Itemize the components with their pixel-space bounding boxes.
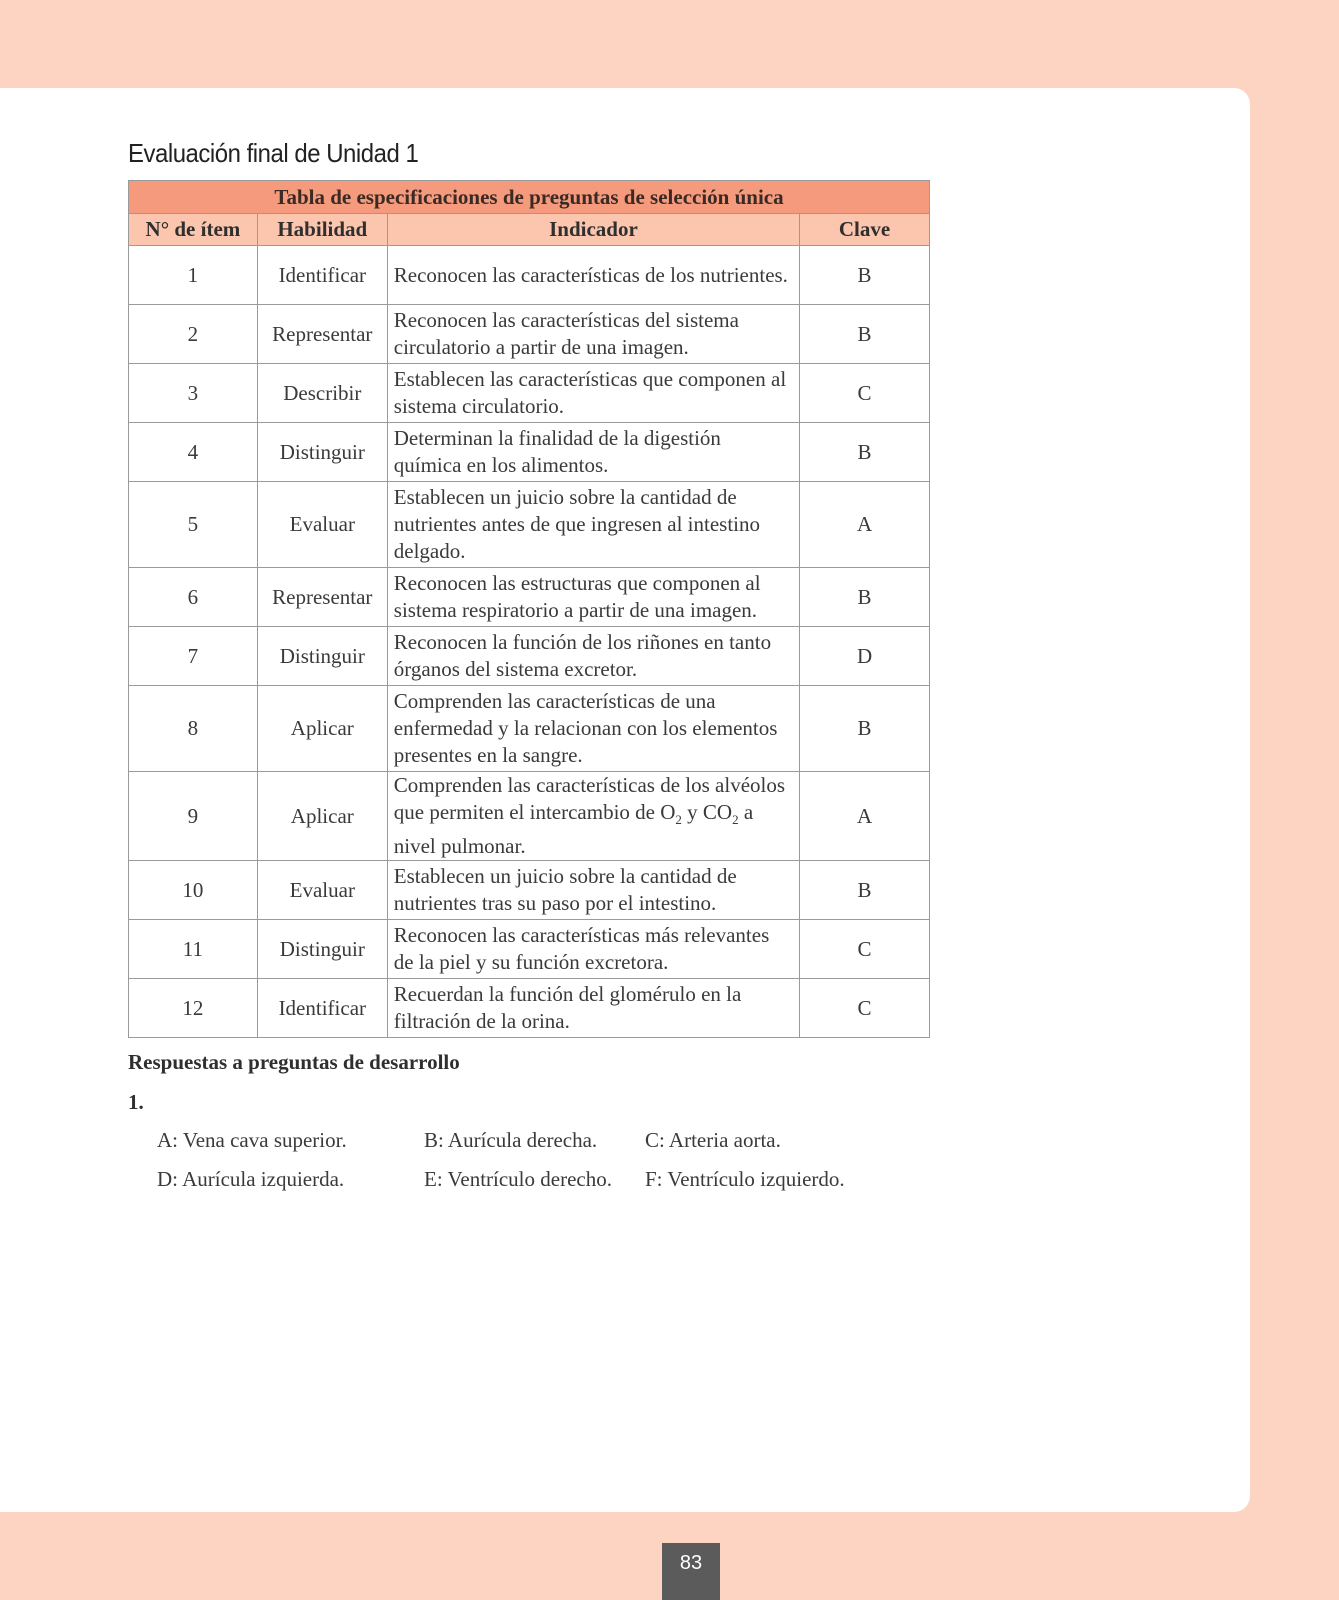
indicator-cell: Establecen un juicio sobre la cantidad de nutrientes antes de que ingresen al intestino delgado. [387, 482, 799, 568]
specifications-table [128, 180, 930, 1038]
indicator-cell: Reconocen las estructuras que componen al sistema respiratorio a partir de una imagen. [387, 568, 799, 627]
skill-cell: Distinguir [257, 423, 387, 482]
table-row [129, 979, 930, 1038]
answer-key: C [800, 920, 930, 979]
table-row [129, 920, 930, 979]
header-indicator: Indicador [387, 214, 799, 246]
indicator-cell: Establecen un juicio sobre la cantidad de nutrientes tras su paso por el intestino. [387, 861, 799, 920]
indicator-cell: Reconocen las características del sistema circulatorio a partir de una imagen. [387, 305, 799, 364]
answer-a: A: Vena cava superior. [157, 1128, 347, 1152]
answer-key: B [800, 568, 930, 627]
item-number: 9 [129, 772, 258, 861]
skill-cell: Evaluar [257, 861, 387, 920]
skill-cell: Representar [257, 568, 387, 627]
skill-cell: Representar [257, 305, 387, 364]
table-row [129, 686, 930, 772]
table-row [129, 568, 930, 627]
indicator-cell: Establecen las características que componen al sistema circulatorio. [387, 364, 799, 423]
indicator-text: a nivel pulmonar. [393, 800, 754, 859]
indicator-cell: Reconocen la función de los riñones en tanto órganos del sistema excretor. [387, 627, 799, 686]
answer-b: B: Aurícula derecha. [424, 1128, 598, 1152]
item-number: 7 [129, 627, 258, 686]
skill-cell: Identificar [257, 979, 387, 1038]
page-number: 83 [662, 1543, 720, 1600]
answer-key: C [800, 364, 930, 423]
page-title: Evaluación final de Unidad 1 [128, 138, 419, 168]
development-title: Respuestas a preguntas de desarrollo [128, 1050, 460, 1074]
skill-cell: Aplicar [257, 686, 387, 772]
item-number: 2 [129, 305, 258, 364]
table-caption: Tabla de especificaciones de preguntas de selección única [129, 181, 930, 214]
item-number: 8 [129, 686, 258, 772]
table-row [129, 246, 930, 305]
subscript: 2 [732, 812, 739, 828]
skill-cell: Distinguir [257, 627, 387, 686]
answer-key: B [800, 305, 930, 364]
answer-key: D [800, 627, 930, 686]
answer-e: E: Ventrículo derecho. [424, 1167, 612, 1191]
skill-cell: Distinguir [257, 920, 387, 979]
skill-cell: Aplicar [257, 772, 387, 861]
answer-key: A [800, 772, 930, 861]
table-row [129, 627, 930, 686]
development-item-number: 1. [128, 1090, 144, 1114]
item-number: 10 [129, 861, 258, 920]
answer-key: B [800, 246, 930, 305]
answer-f: F: Ventrículo izquierdo. [645, 1167, 845, 1191]
skill-cell: Identificar [257, 246, 387, 305]
indicator-text: y CO [681, 800, 733, 824]
indicator-cell: Comprenden las características de una enfermedad y la relacionan con los elementos presentes en la sangre. [387, 686, 799, 772]
indicator-text: Comprenden las características de los alvéolos que permiten el intercambio de O [393, 773, 786, 824]
answer-key: A [800, 482, 930, 568]
indicator-cell: Reconocen las características más relevantes de la piel y su función excretora. [387, 920, 799, 979]
table-row [129, 861, 930, 920]
table-row [129, 305, 930, 364]
table-row [129, 772, 930, 861]
header-skill: Habilidad [257, 214, 387, 246]
item-number: 11 [129, 920, 258, 979]
item-number: 3 [129, 364, 258, 423]
header-item: N° de ítem [129, 214, 258, 246]
answer-key: B [800, 686, 930, 772]
item-number: 4 [129, 423, 258, 482]
item-number: 6 [129, 568, 258, 627]
answer-key: B [800, 423, 930, 482]
indicator-cell [387, 772, 799, 861]
item-number: 1 [129, 246, 258, 305]
table-row [129, 364, 930, 423]
indicator-cell: Determinan la finalidad de la digestión química en los alimentos. [387, 423, 799, 482]
indicator-cell: Recuerdan la función del glomérulo en la filtración de la orina. [387, 979, 799, 1038]
answer-key: C [800, 979, 930, 1038]
table-row [129, 482, 930, 568]
header-key: Clave [800, 214, 930, 246]
item-number: 12 [129, 979, 258, 1038]
skill-cell: Describir [257, 364, 387, 423]
table-row [129, 423, 930, 482]
answer-d: D: Aurícula izquierda. [157, 1167, 345, 1191]
subscript: 2 [675, 812, 682, 828]
answer-key: B [800, 861, 930, 920]
skill-cell: Evaluar [257, 482, 387, 568]
answer-c: C: Arteria aorta. [645, 1128, 781, 1152]
item-number: 5 [129, 482, 258, 568]
indicator-cell: Reconocen las características de los nutrientes. [387, 246, 799, 305]
